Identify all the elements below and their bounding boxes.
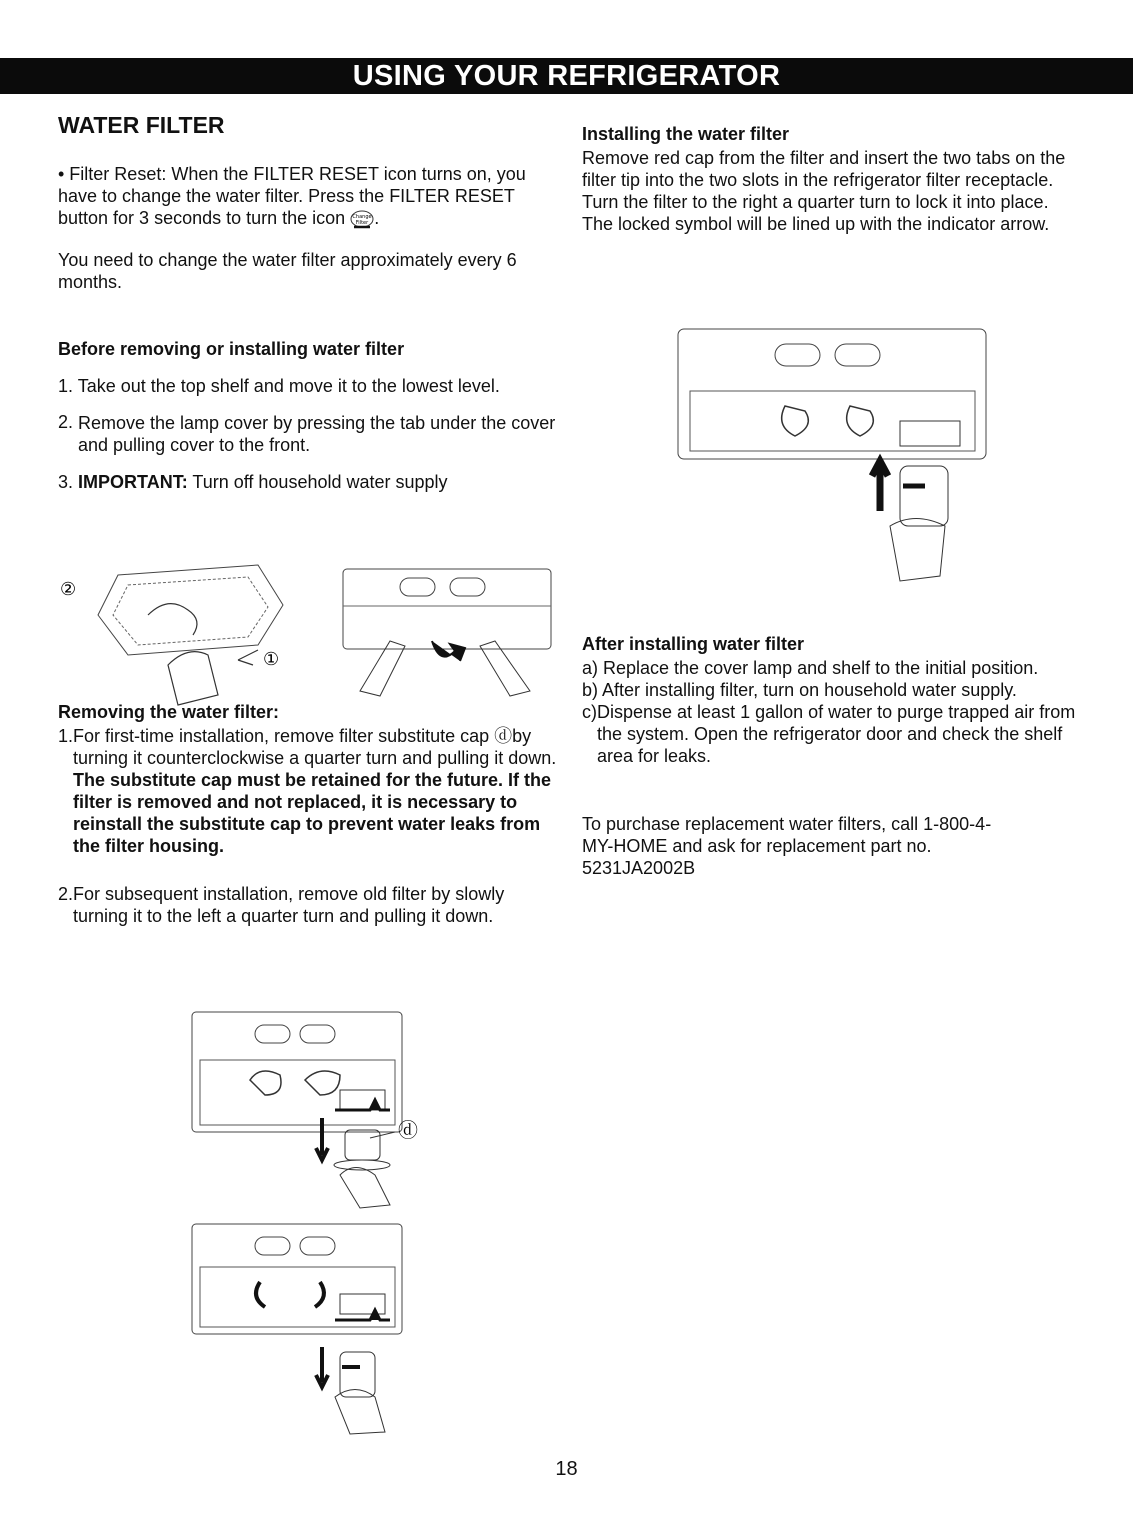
cap-label: ⓓ — [398, 1118, 418, 1142]
step-2-text: Remove the lamp cover by pressing the tab under the cover and pulling cover to the front. — [78, 413, 556, 456]
step-3-text: Turn off household water supply — [192, 472, 448, 493]
icon-label-bottom: Filter — [356, 220, 369, 227]
page-number: 18 — [555, 1458, 578, 1480]
filter-reset-body: • Filter Reset: When the FILTER RESET icon turns on, you have to change the water filter. Press the FILTER RESET button for 3 seconds to turn the icon — [58, 164, 526, 228]
purchase-info: To purchase replacement water filters, call 1-800-4-MY-HOME and ask for replacement part no. 5231JA2002B — [582, 814, 992, 878]
step-marker-2: ② — [60, 579, 77, 600]
after-step-b: b) After installing filter, turn on household water supply. — [582, 680, 1017, 700]
before-heading: Before removing or installing water filter — [58, 339, 405, 360]
tab-press-illustration — [340, 566, 560, 716]
install-text-2: The locked symbol will be lined up with the indicator arrow. — [582, 214, 1050, 234]
right-column — [582, 124, 1082, 235]
icon-label-top: Change — [352, 214, 372, 221]
filter-reset-text — [58, 163, 558, 229]
after-heading: After installing water filter — [582, 634, 805, 654]
step-1: 1. Take out the top shelf and move it to the lowest level. — [58, 376, 500, 397]
removing-step-2: 2.For subsequent installation, remove old filter by slowly turning it to the left a quarter turn and pulling it down. — [58, 884, 505, 926]
removing-heading: Removing the water filter: — [58, 702, 280, 722]
install-filter-illustration — [675, 326, 995, 586]
step-3 — [58, 471, 558, 493]
removing-step-1-warning: The substitute cap must be retained for the future. If the filter is removed and not replaced, it is necessary to reinstall the substitute cap to prevent water leaks from the filter housing. — [73, 770, 552, 856]
filter-reset-end: . — [374, 208, 380, 228]
after-section — [582, 634, 1082, 879]
removing-step-1 — [58, 725, 558, 857]
remove-cap-illustration — [190, 1010, 440, 1210]
left-column — [58, 112, 558, 493]
page-banner: USING YOUR REFRIGERATOR — [0, 58, 1133, 94]
install-heading: Installing the water filter — [582, 124, 790, 144]
removing-step-1-text: 1.For first-time installation, remove filter substitute cap ⓓby turning it counterclockwise a quarter turn and pulling it down. — [58, 726, 557, 768]
install-text: Remove red cap from the filter and insert the two tabs on the filter tip into the two slots in the refrigerator filter receptacle. Turn the filter to the right a quarter turn to lock it into place. — [582, 148, 1066, 212]
step-marker-1: ① — [263, 649, 280, 670]
remove-old-filter-illustration — [190, 1222, 410, 1437]
section-title: WATER FILTER — [58, 112, 225, 138]
change-filter-icon — [350, 209, 374, 229]
step-2-num: 2. — [58, 412, 74, 433]
lamp-cover-illustration — [58, 545, 298, 715]
step-2 — [58, 412, 558, 456]
step-3-important: IMPORTANT: — [78, 472, 188, 493]
step-3-num: 3. — [58, 472, 74, 493]
removing-section — [58, 702, 558, 927]
change-note: You need to change the water filter approximately every 6 months. — [58, 250, 517, 293]
after-step-a: a) Replace the cover lamp and shelf to the initial position. — [582, 658, 1039, 678]
after-step-c: c)Dispense at least 1 gallon of water to purge trapped air from the system. Open the refrigerator door and check the shelf area for leaks. — [582, 702, 1076, 766]
